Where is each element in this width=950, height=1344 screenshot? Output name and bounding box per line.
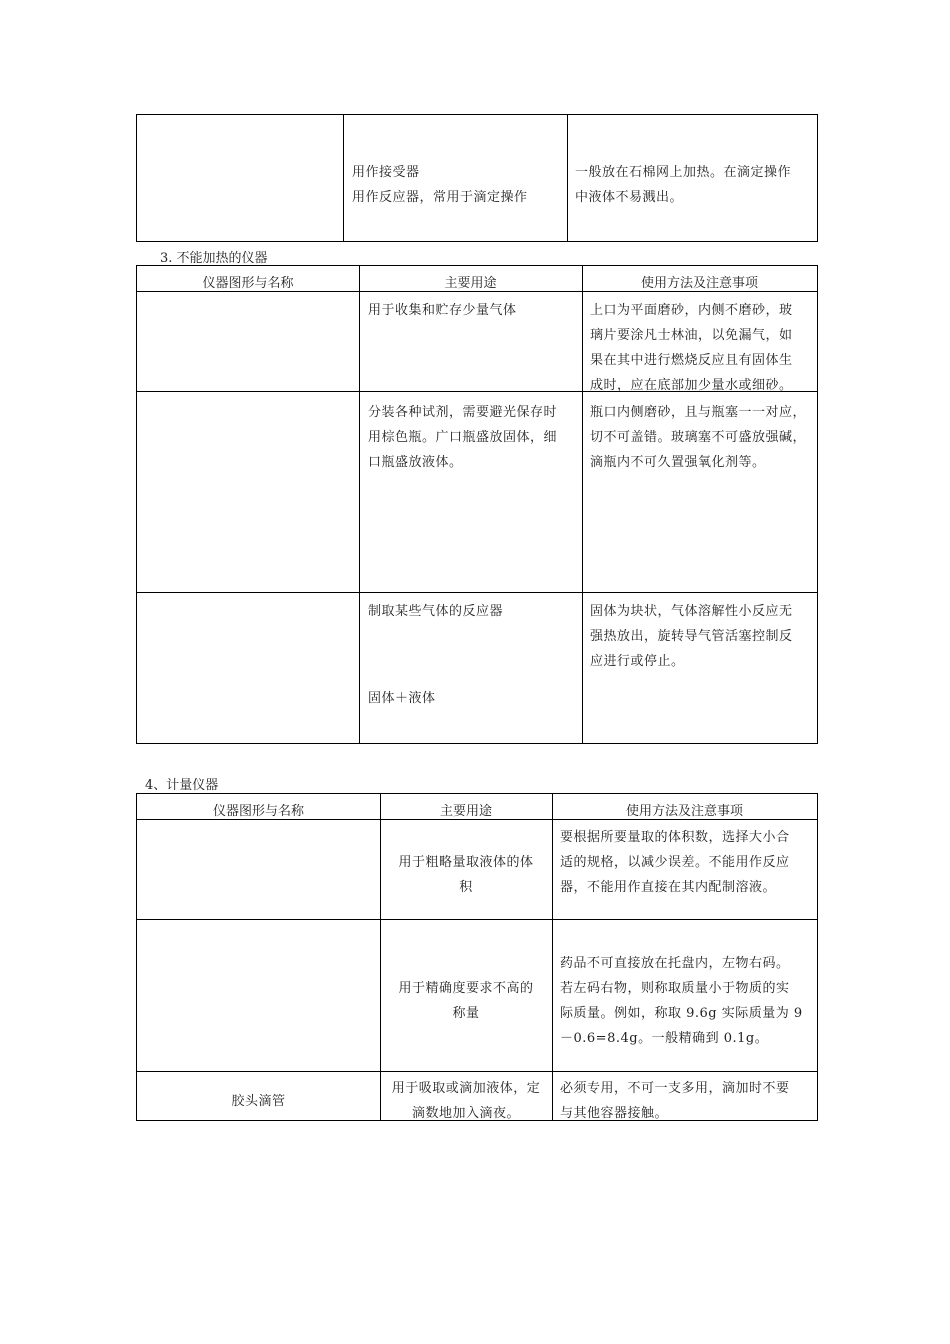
header-use: 主要用途 <box>439 804 492 819</box>
note-line: 必须专用，不可一支多用，滴加时不要 <box>560 1081 790 1096</box>
note-cell <box>590 400 816 475</box>
note-cell <box>590 298 816 392</box>
row-divider <box>137 819 817 820</box>
header-name: 仪器图形与名称 <box>202 276 294 291</box>
note-line: 器，不能用作直接在其内配制溶液。 <box>560 880 777 895</box>
header-notes: 使用方法及注意事项 <box>640 276 758 291</box>
row-divider <box>137 592 817 593</box>
use-cell <box>384 976 548 1026</box>
use-line: 口瓶盛放液体。 <box>368 455 463 470</box>
section-title: 3. 不能加热的仪器 <box>160 251 268 266</box>
note-line: 一般放在石棉网上加热。在滴定操作 <box>575 165 792 180</box>
note-line: 璃片要涂凡士林油，以免漏气，如 <box>590 328 793 343</box>
use-line: 积 <box>459 880 473 895</box>
use-cell <box>384 850 548 900</box>
note-line: 应进行或停止。 <box>590 654 685 669</box>
note-line: 中液体不易溅出。 <box>575 190 684 205</box>
use-cell <box>382 1076 550 1120</box>
note-line: 与其他容器接触。 <box>560 1106 669 1120</box>
use-extra: 固体＋液体 <box>368 691 436 706</box>
use-line: 用于精确度要求不高的 <box>398 981 534 996</box>
use-line: 制取某些气体的反应器 <box>368 604 504 619</box>
use-cell <box>368 298 578 323</box>
instrument-name: 胶头滴管 <box>231 1094 286 1109</box>
use-line: 用作反应器，常用于滴定操作 <box>352 190 528 205</box>
column-divider <box>567 115 568 241</box>
row-divider <box>137 1071 817 1072</box>
row-divider <box>137 291 817 292</box>
measuring-instruments-table <box>136 793 818 1121</box>
note-cell <box>560 825 816 900</box>
header-use: 主要用途 <box>444 276 497 291</box>
note-line: 固体为块状，气体溶解性小反应无 <box>590 604 793 619</box>
note-line: 滴瓶内不可久置强氧化剂等。 <box>590 455 766 470</box>
use-line: 用于吸取或滴加液体，定 <box>391 1081 541 1096</box>
note-line: 上口为平面磨砂，内侧不磨砂，玻 <box>590 303 793 318</box>
note-cell <box>560 1076 816 1120</box>
use-line: 用作接受器 <box>352 165 420 180</box>
note-line: －0.6=8.4g。一般精确到 0.1g。 <box>560 1031 769 1046</box>
column-divider <box>359 266 360 743</box>
use-cell <box>368 400 580 475</box>
use-cell <box>352 160 562 210</box>
note-cell <box>590 599 816 674</box>
use-line: 称量 <box>452 1006 480 1021</box>
note-line: 药品不可直接放在托盘内，左物右码。 <box>560 956 790 971</box>
note-line: 际质量。例如，称取 9.6g 实际质量为 9 <box>560 1006 803 1021</box>
non-heating-instruments-table <box>136 265 818 744</box>
use-line: 用于粗略量取液体的体 <box>398 855 534 870</box>
use-line: 分装各种试剂，需要避光保存时 <box>368 405 558 420</box>
note-cell <box>560 951 816 1051</box>
use-line: 用于收集和贮存少量气体 <box>368 303 517 318</box>
note-line: 要根据所要量取的体积数，选择大小合 <box>560 830 790 845</box>
note-cell <box>575 160 815 210</box>
note-line: 成时，应在底部加少量水或细砂。 <box>590 378 793 392</box>
use-cell <box>368 599 578 624</box>
section-title: 4、计量仪器 <box>145 778 219 793</box>
column-divider <box>582 266 583 743</box>
row-divider <box>137 919 817 920</box>
note-line: 果在其中进行燃烧反应且有固体生 <box>590 353 793 368</box>
header-notes: 使用方法及注意事项 <box>625 804 743 819</box>
header-name: 仪器图形与名称 <box>212 804 304 819</box>
column-divider <box>343 115 344 241</box>
note-line: 强热放出，旋转导气管活塞控制反 <box>590 629 793 644</box>
note-line: 适的规格，以减少误差。不能用作反应 <box>560 855 790 870</box>
note-line: 若左码右物，则称取质量小于物质的实 <box>560 981 790 996</box>
note-line: 切不可盖错。玻璃塞不可盛放强碱， <box>590 430 807 445</box>
use-line: 用棕色瓶。广口瓶盛放固体，细 <box>368 430 558 445</box>
table-continuation <box>136 114 818 242</box>
use-line: 滴数地加入滴夜。 <box>411 1106 520 1120</box>
note-line: 瓶口内侧磨砂，且与瓶塞一一对应， <box>590 405 807 420</box>
